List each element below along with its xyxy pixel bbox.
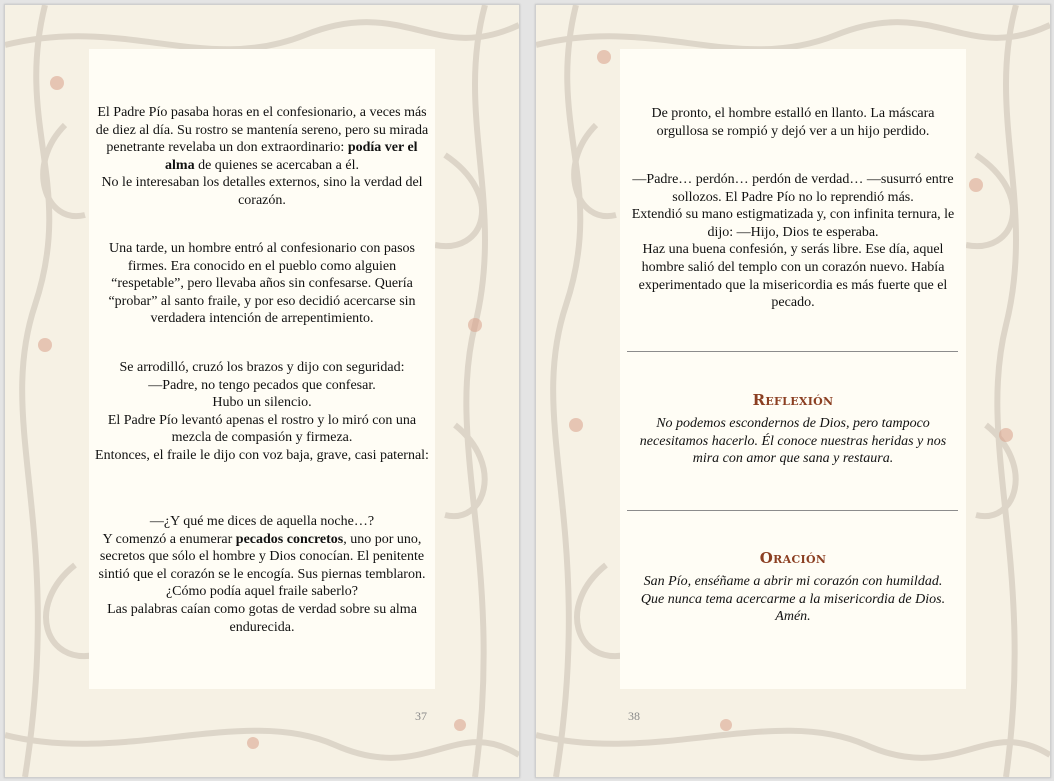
reflexion-text: No podemos escondernos de Dios, pero tampoco necesitamos hacerlo. Él conoce nuestras heridas y nos mira con amor que sana y restaura. (639, 416, 947, 467)
paragraph: Una tarde, un hombre entró al confesionario con pasos firmes. Era conocido en el pueblo como alguien “respetable”, pero llevaba años sin confesarse. Quería “probar” al santo fraile, y por eso decidió acercarse sin verdadera intención de arrepentimiento. (108, 241, 416, 327)
paragraph: —Padre… perdón… perdón de verdad… —susurró entre sollozos. El Padre Pío no lo reprendió más. Extendió su mano estigmatizada y, con infinita ternura, le dijo: —Hijo, Dios te esperaba. Haz una buena confesión, y serás libre. Ese día, aquel hombre salió del templo con un corazón nuevo. Había experimentado que la misericordia es más fuerte que el pecado. (631, 172, 955, 311)
oracion-text: San Pío, enséñame a abrir mi corazón con humildad. Que nunca tema acercarme a la misericordia de Dios. Amén. (640, 574, 946, 625)
oracion-heading: Oración (759, 549, 827, 567)
paragraph: —¿Y qué me dices de aquella noche…? Y comenzó a enumerar pecados concretos, uno por uno, secretos que sólo el hombre y Dios conocían. El penitente sintió que el corazón se le encogía. Sus piernas temblaron. ¿Cómo podía aquel fraile saberlo? Las palabras caían como gotas de verdad sobre su alma endurecida. (98, 514, 426, 635)
page-right (535, 4, 1051, 778)
page-left (4, 4, 520, 778)
paragraph: De pronto, el hombre estalló en llanto. La máscara orgullosa se rompió y dejó ver a un hijo perdido. (651, 106, 935, 139)
section-divider (627, 510, 958, 511)
page-number: 38 (628, 709, 640, 723)
reflexion-heading: Reflexión (752, 391, 834, 409)
bold-phrase: pecados concretos (235, 531, 344, 547)
bold-phrase: podía ver el alma (165, 140, 418, 173)
section-divider (627, 351, 958, 352)
paragraph: Se arrodilló, cruzó los brazos y dijo con seguridad: —Padre, no tengo pecados que confesar. Hubo un silencio. El Padre Pío levantó apenas el rostro y lo miró con una mezcla de compasión y firmeza. Entonces, el fraile le dijo con voz baja, grave, casi paternal: (95, 360, 429, 463)
paragraph: El Padre Pío pasaba horas en el confesionario, a veces más de diez al día. Su rostro se mantenía sereno, pero su mirada penetrante revelaba un don extraordinario: podía ver el alma de quienes se acercaban a él. No le interesaban los detalles externos, sino la verdad del corazón. (95, 105, 429, 208)
page-number: 37 (415, 709, 427, 723)
